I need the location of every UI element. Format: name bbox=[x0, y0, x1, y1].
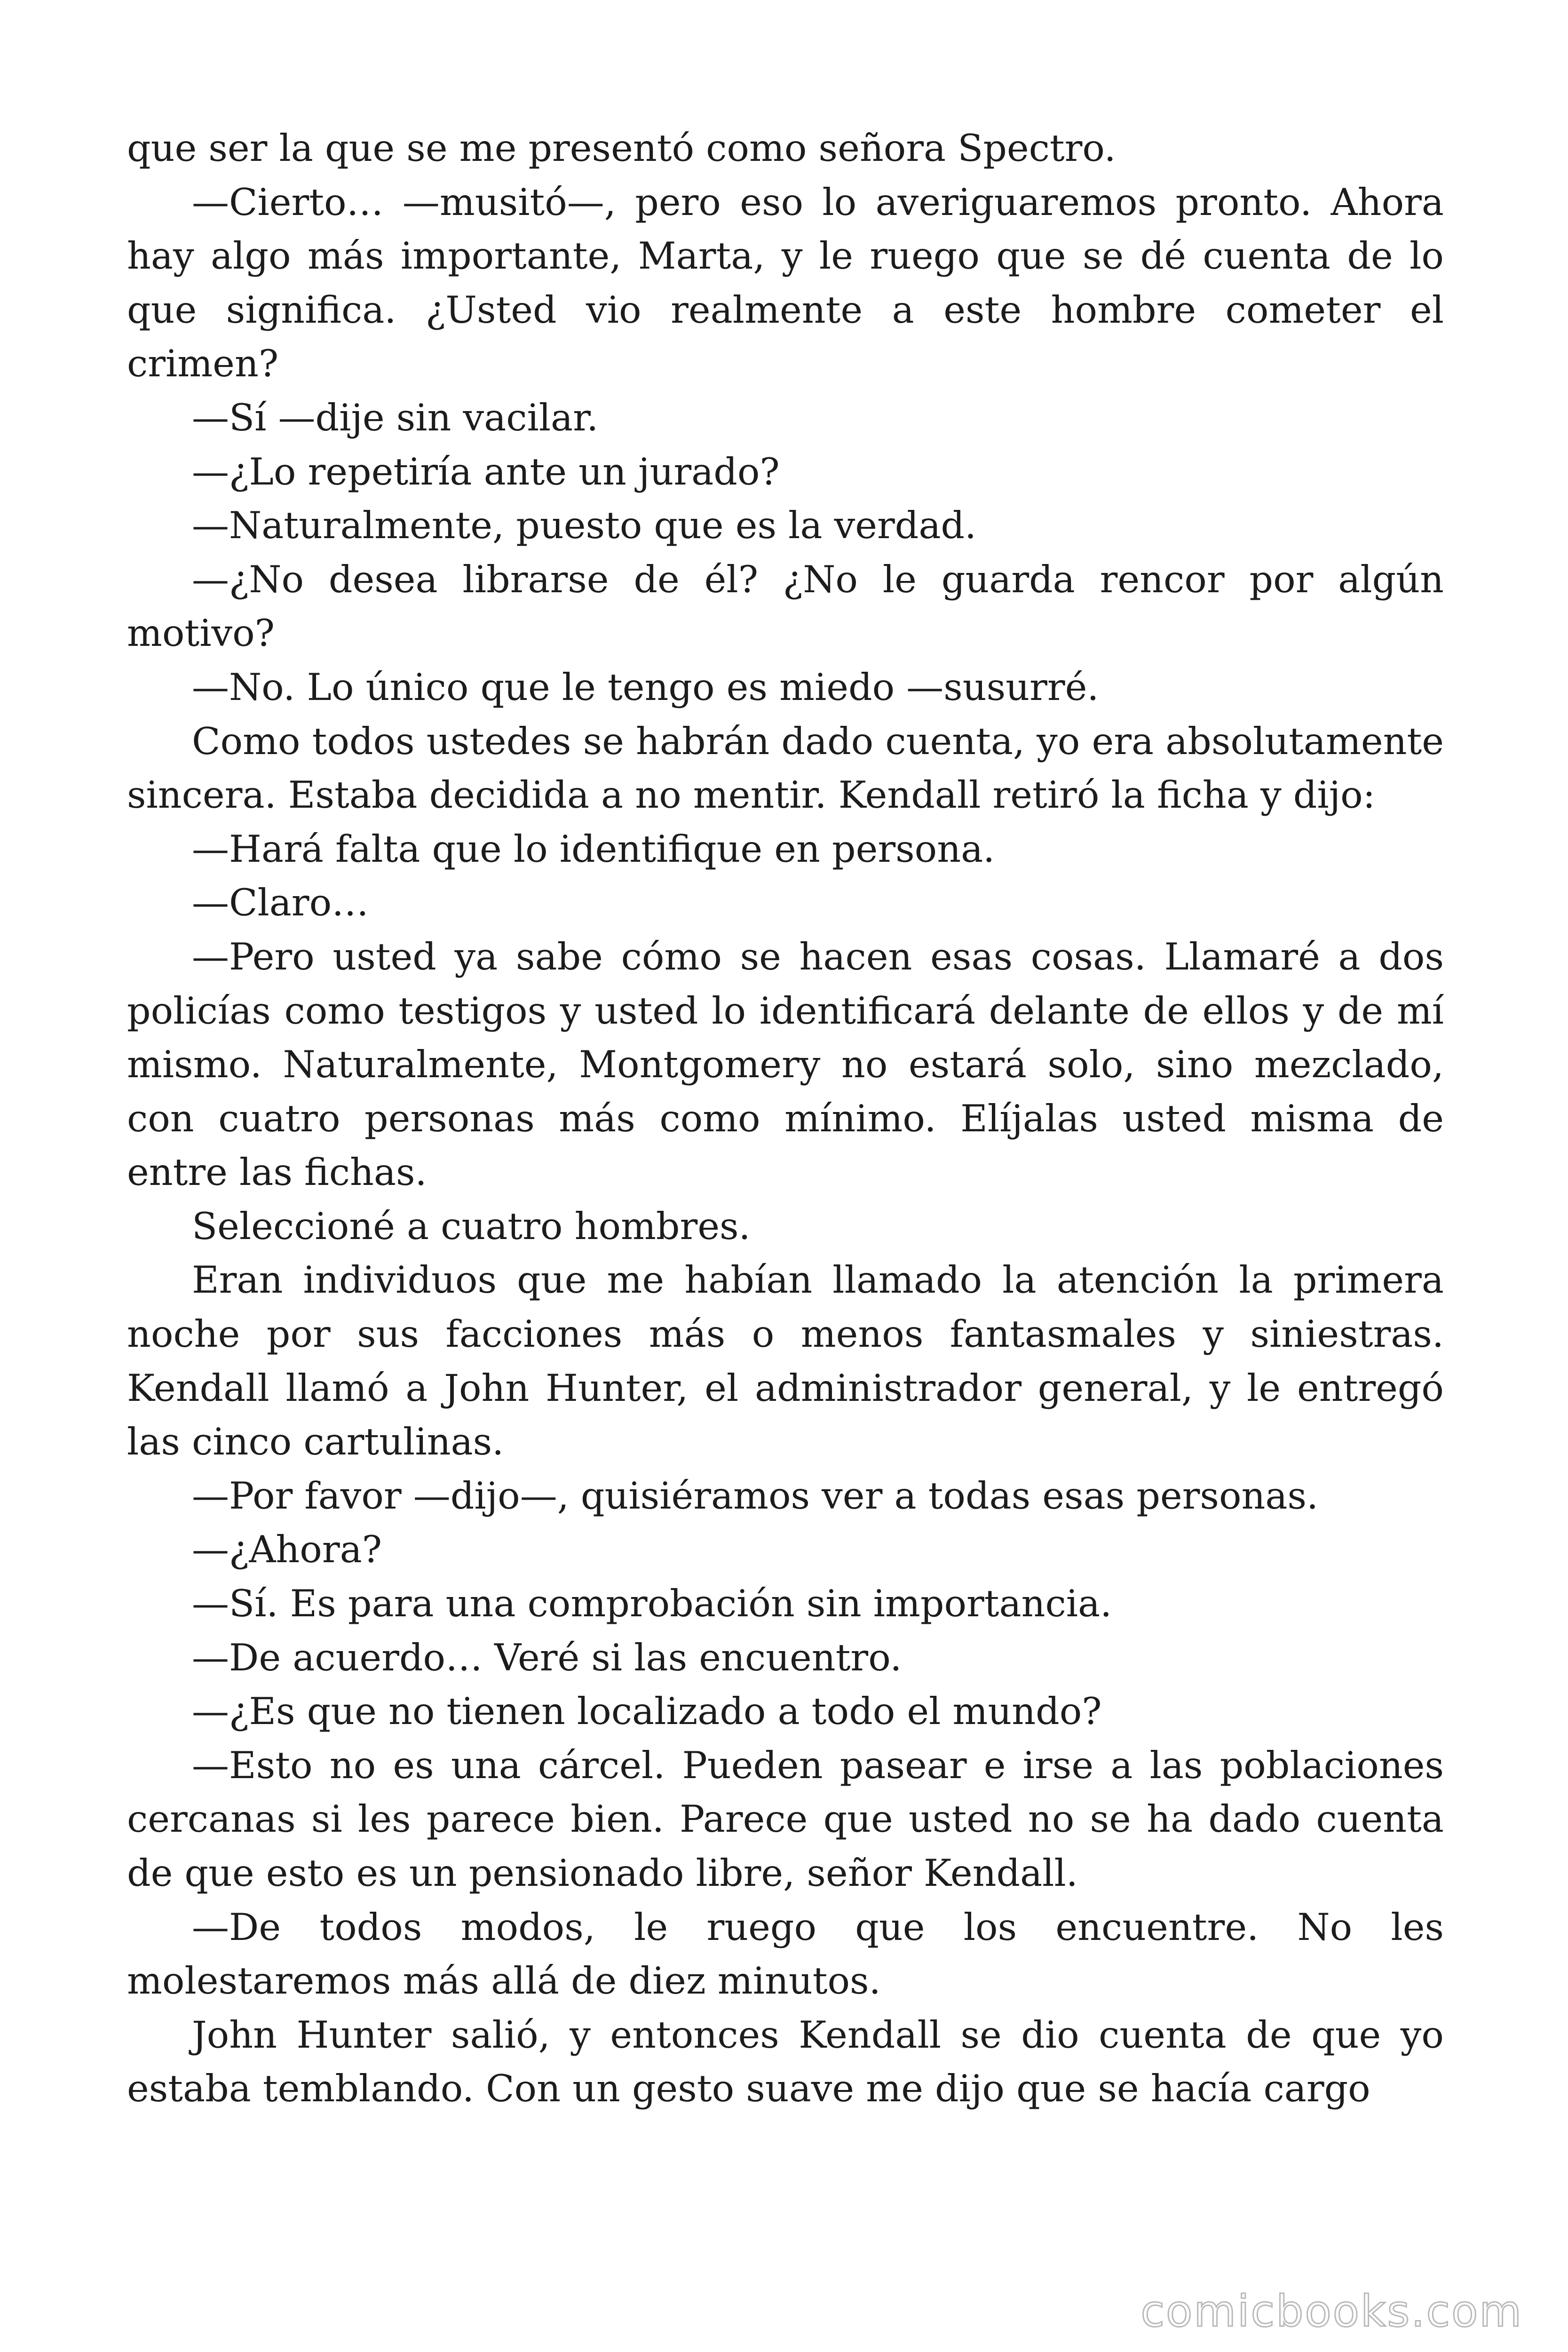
paragraph: —Esto no es una cárcel. Pueden pasear e irse a las poblaciones cercanas si les parece bien. Parece que usted no se ha dado cuenta de que esto es un pensionado libre, señor Kendall. bbox=[127, 1743, 1444, 1895]
paragraph: Eran individuos que me habían llamado la atención la primera noche por sus facciones más o menos fantasmales y siniestras. Kendall llamó a John Hunter, el administrador general, y le entregó las cinco cartulinas. bbox=[127, 1258, 1444, 1464]
page-body bbox=[127, 121, 1444, 2116]
paragraph: —De todos modos, le ruego que los encuentre. No les molestaremos más allá de diez minutos. bbox=[127, 1905, 1444, 2003]
paragraph: —Hará falta que lo identifique en persona. bbox=[192, 827, 995, 871]
paragraph: —Claro… bbox=[192, 881, 369, 925]
paragraph: —Por favor —dijo—, quisiéramos ver a todas esas personas. bbox=[192, 1474, 1319, 1518]
paragraph: —Pero usted ya sabe cómo se hacen esas cosas. Llamaré a dos policías como testigos y usted lo identificará delante de ellos y de mí mismo. Naturalmente, Montgomery no estará solo, sino mezclado, con cuatro personas más como mínimo. Elíjalas usted misma de entre las fichas. bbox=[127, 935, 1444, 1194]
paragraph: —¿Lo repetiría ante un jurado? bbox=[192, 450, 780, 493]
paragraph: —Sí —dije sin vacilar. bbox=[192, 396, 599, 439]
paragraph: —De acuerdo… Veré si las encuentro. bbox=[192, 1636, 902, 1679]
paragraph: —Cierto… —musitó—, pero eso lo averiguaremos pronto. Ahora hay algo más importante, Marta, y le ruego que se dé cuenta de lo que significa. ¿Usted vio realmente a este hombre cometer el crimen? bbox=[127, 180, 1444, 386]
paragraph: Seleccioné a cuatro hombres. bbox=[192, 1204, 751, 1248]
paragraph: —Sí. Es para una comprobación sin importancia. bbox=[192, 1582, 1112, 1626]
paragraph: —Naturalmente, puesto que es la verdad. bbox=[192, 504, 977, 548]
paragraph: —No. Lo único que le tengo es miedo —susurré. bbox=[192, 665, 1099, 709]
watermark: comicbooks.com bbox=[1140, 2286, 1523, 2336]
paragraph-continued: que ser la que se me presentó como señora Spectro. bbox=[127, 127, 1116, 170]
paragraph: John Hunter salió, y entonces Kendall se dio cuenta de que yo estaba temblando. Con un gesto suave me dijo que se hacía cargo bbox=[127, 2013, 1444, 2111]
paragraph: —¿Es que no tienen localizado a todo el mundo? bbox=[192, 1690, 1102, 1733]
paragraph: Como todos ustedes se habrán dado cuenta, yo era absolutamente sincera. Estaba decidida a no mentir. Kendall retiró la ficha y dijo: bbox=[127, 719, 1444, 817]
paragraph: —¿No desea librarse de él? ¿No le guarda rencor por algún motivo? bbox=[127, 557, 1444, 655]
paragraph: —¿Ahora? bbox=[192, 1528, 382, 1572]
